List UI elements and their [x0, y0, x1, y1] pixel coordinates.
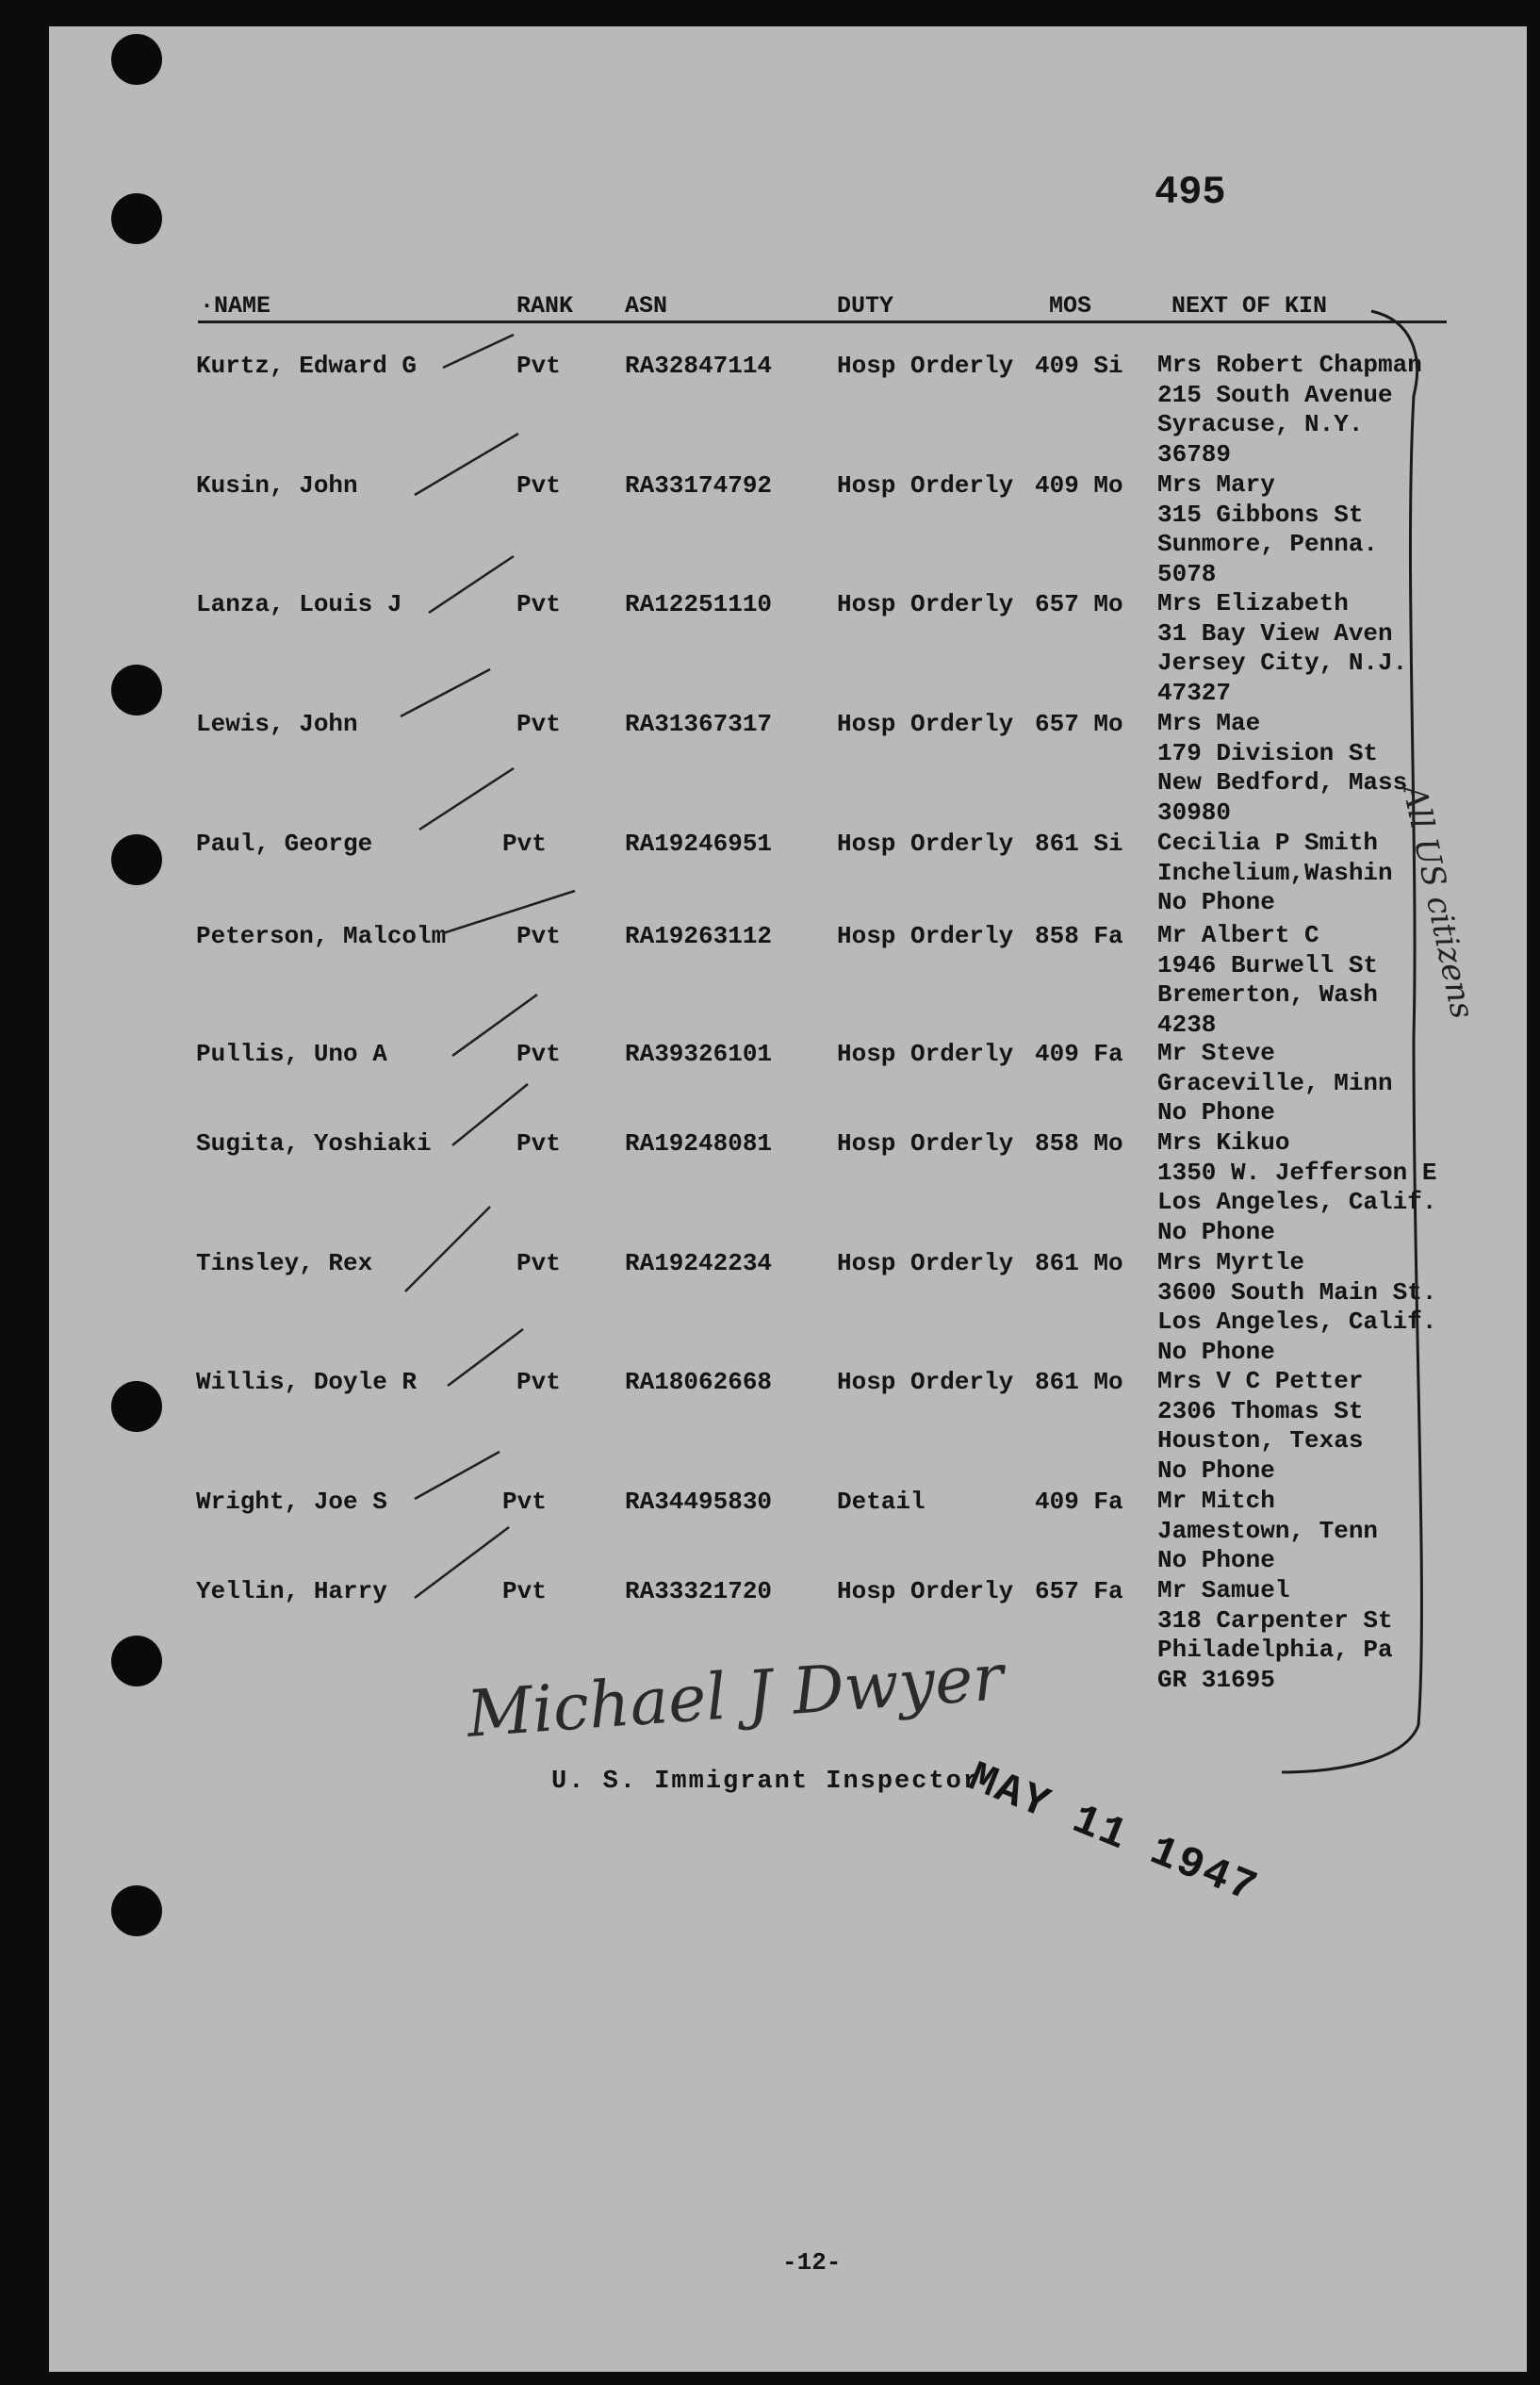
row-name: Tinsley, Rex [196, 1249, 373, 1277]
row-rank: Pvt [516, 352, 561, 380]
row-rank: Pvt [502, 1488, 547, 1516]
check-marks [401, 335, 575, 1598]
header-duty: DUTY [837, 292, 894, 320]
next-of-kin-line: Philadelphia, Pa [1157, 1636, 1393, 1664]
footer-page-number: -12- [782, 2248, 842, 2277]
next-of-kin-line: Houston, Texas [1157, 1426, 1364, 1455]
next-of-kin-line: Mrs Elizabeth [1157, 589, 1349, 617]
row-asn: RA32847114 [625, 352, 773, 380]
next-of-kin-line: No Phone [1157, 1456, 1275, 1485]
margin-bracket [1282, 311, 1421, 1772]
page-number: 495 [1155, 170, 1226, 215]
next-of-kin-line: Sunmore, Penna. [1157, 530, 1379, 558]
row-duty: Hosp Orderly [837, 922, 1014, 950]
row-rank: Pvt [516, 710, 561, 738]
next-of-kin-line: 215 South Avenue [1157, 380, 1393, 409]
header-name: ·NAME [200, 292, 271, 320]
next-of-kin-line: Los Angeles, Calif. [1157, 1308, 1437, 1336]
next-of-kin-line: No Phone [1157, 1217, 1275, 1246]
next-of-kin-line: 2306 Thomas St [1157, 1396, 1364, 1425]
row-duty: Hosp Orderly [837, 352, 1014, 380]
row-mos: 657 Fa [1035, 1577, 1123, 1605]
row-name: Wright, Joe S [196, 1488, 387, 1516]
next-of-kin-line: No Phone [1157, 1098, 1275, 1127]
row-asn: RA18062668 [625, 1368, 773, 1396]
row-name: Lewis, John [196, 710, 358, 738]
row-rank: Pvt [516, 1129, 561, 1158]
signature: Michael J Dwyer [464, 1640, 1007, 1752]
next-of-kin-line: Mrs Mae [1157, 709, 1261, 737]
next-of-kin-line: Mr Samuel [1157, 1576, 1290, 1604]
next-of-kin-line: New Bedford, Mass [1157, 768, 1408, 797]
next-of-kin-line: Mrs V C Petter [1157, 1367, 1364, 1395]
next-of-kin-line: 4238 [1157, 1010, 1217, 1039]
next-of-kin-line: Graceville, Minn [1157, 1068, 1393, 1097]
row-asn: RA19242234 [625, 1249, 773, 1277]
next-of-kin-line: Mr Steve [1157, 1039, 1275, 1067]
row-duty: Hosp Orderly [837, 710, 1014, 738]
row-duty: Hosp Orderly [837, 471, 1014, 500]
next-of-kin-line: Cecilia P Smith [1157, 829, 1379, 857]
next-of-kin-line: Mrs Robert Chapman [1157, 351, 1422, 379]
row-mos: 657 Mo [1035, 590, 1123, 618]
row-rank: Pvt [516, 1368, 561, 1396]
next-of-kin-line: 1946 Burwell St [1157, 950, 1379, 979]
row-duty: Hosp Orderly [837, 1040, 1014, 1068]
next-of-kin-line: 179 Division St [1157, 738, 1379, 767]
next-of-kin-line: Mrs Mary [1157, 470, 1275, 499]
row-mos: 858 Fa [1035, 922, 1123, 950]
next-of-kin-line: 3600 South Main St. [1157, 1277, 1437, 1307]
next-of-kin-line: Mrs Kikuo [1157, 1128, 1290, 1157]
row-mos: 858 Mo [1035, 1129, 1123, 1158]
row-name: Peterson, Malcolm [196, 922, 447, 950]
row-asn: RA12251110 [625, 590, 773, 618]
next-of-kin-line: 5078 [1157, 559, 1217, 588]
row-asn: RA31367317 [625, 710, 773, 738]
row-asn: RA19248081 [625, 1129, 773, 1158]
next-of-kin-line: Mrs Myrtle [1157, 1248, 1305, 1276]
next-of-kin-line: Inchelium,Washin [1157, 858, 1393, 887]
header-next-of-kin: NEXT OF KIN [1171, 292, 1328, 320]
next-of-kin-line: GR 31695 [1157, 1665, 1275, 1694]
next-of-kin-line: Mr Mitch [1157, 1487, 1275, 1515]
next-of-kin-line: 36789 [1157, 439, 1232, 469]
row-rank: Pvt [516, 471, 561, 500]
row-mos: 409 Mo [1035, 471, 1123, 500]
row-asn: RA33174792 [625, 471, 773, 500]
signature-title: U. S. Immigrant Inspector [551, 1768, 981, 1796]
next-of-kin-line: 47327 [1157, 678, 1232, 707]
row-asn: RA33321720 [625, 1577, 773, 1605]
row-duty: Hosp Orderly [837, 1577, 1014, 1605]
row-name: Lanza, Louis J [196, 590, 402, 618]
next-of-kin-line: 318 Carpenter St [1157, 1605, 1393, 1635]
row-name: Paul, George [196, 830, 373, 858]
date-stamp: MAY 11 1947 [961, 1753, 1265, 1915]
row-rank: Pvt [516, 590, 561, 618]
next-of-kin-line: Jersey City, N.J. [1157, 649, 1408, 677]
row-mos: 861 Si [1035, 830, 1123, 858]
next-of-kin-line: 30980 [1157, 798, 1232, 827]
row-rank: Pvt [516, 922, 561, 950]
row-name: Kurtz, Edward G [196, 352, 418, 380]
row-mos: 409 Fa [1035, 1488, 1123, 1516]
next-of-kin-line: No Phone [1157, 888, 1275, 916]
next-of-kin-line: 315 Gibbons St [1157, 500, 1364, 529]
row-mos: 409 Si [1035, 352, 1123, 380]
margin-note [1395, 773, 1494, 1112]
next-of-kin-line: Syracuse, N.Y. [1157, 410, 1364, 438]
next-of-kin-line: Mr Albert C [1157, 921, 1319, 949]
row-duty: Detail [837, 1488, 926, 1516]
row-asn: RA34495830 [625, 1488, 773, 1516]
row-mos: 409 Fa [1035, 1040, 1123, 1068]
row-rank: Pvt [502, 1577, 547, 1605]
row-duty: Hosp Orderly [837, 590, 1014, 618]
header-mos: MOS [1049, 292, 1092, 320]
next-of-kin-line: 31 Bay View Aven [1157, 618, 1393, 648]
next-of-kin-line: No Phone [1157, 1546, 1275, 1574]
row-name: Yellin, Harry [196, 1577, 387, 1605]
row-mos: 861 Mo [1035, 1368, 1123, 1396]
next-of-kin-line: Los Angeles, Calif. [1157, 1188, 1437, 1216]
row-mos: 861 Mo [1035, 1249, 1123, 1277]
margin-note-text: All US citizens [1395, 781, 1482, 1023]
row-duty: Hosp Orderly [837, 1368, 1014, 1396]
next-of-kin-line: 1350 W. Jefferson E [1157, 1158, 1437, 1187]
row-rank: Pvt [502, 830, 547, 858]
row-asn: RA19246951 [625, 830, 773, 858]
row-name: Sugita, Yoshiaki [196, 1129, 432, 1158]
row-rank: Pvt [516, 1040, 561, 1068]
next-of-kin-line: Bremerton, Wash [1157, 980, 1379, 1009]
next-of-kin-line: No Phone [1157, 1337, 1275, 1366]
row-name: Kusin, John [196, 471, 358, 500]
row-duty: Hosp Orderly [837, 1129, 1014, 1158]
row-name: Willis, Doyle R [196, 1368, 418, 1396]
row-mos: 657 Mo [1035, 710, 1123, 738]
header-rank: RANK [516, 292, 574, 320]
row-duty: Hosp Orderly [837, 830, 1014, 858]
header-asn: ASN [625, 292, 668, 320]
row-rank: Pvt [516, 1249, 561, 1277]
row-asn: RA39326101 [625, 1040, 773, 1068]
row-name: Pullis, Uno A [196, 1040, 387, 1068]
next-of-kin-line: Jamestown, Tenn [1157, 1516, 1379, 1545]
row-asn: RA19263112 [625, 922, 773, 950]
row-duty: Hosp Orderly [837, 1249, 1014, 1277]
